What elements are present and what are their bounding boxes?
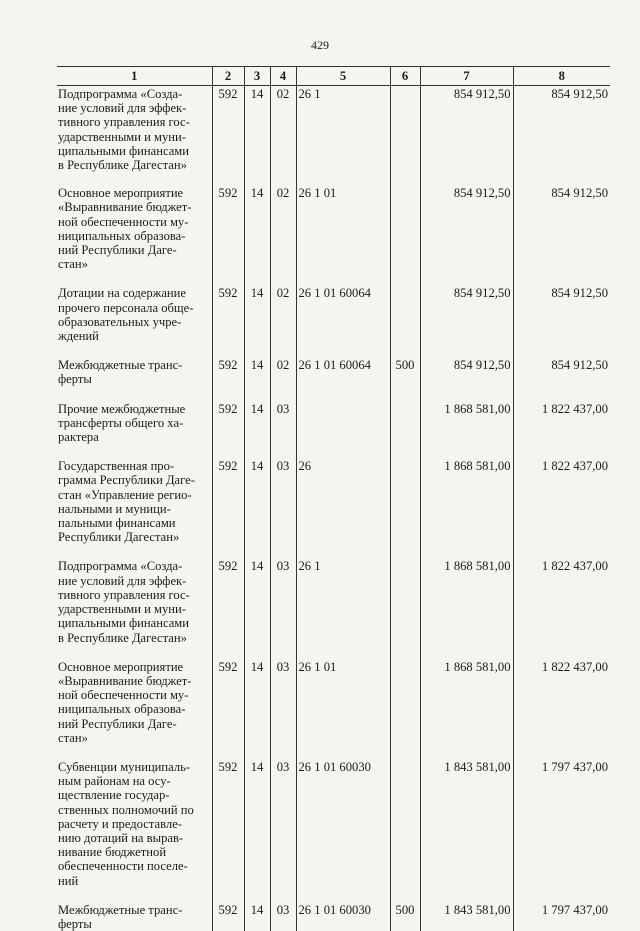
row-name-line: ферты (58, 372, 210, 386)
row-name-line: ние условий для эффек- (58, 101, 210, 115)
cell-col2: 592 (212, 760, 244, 903)
row-name (57, 559, 212, 659)
table-row (57, 459, 610, 559)
cell-col8: 1 822 437,00 (513, 660, 610, 760)
cell-col6 (390, 186, 420, 286)
cell-col4: 02 (270, 86, 296, 187)
row-name-line: ципальными финансами (58, 144, 210, 158)
row-name (57, 358, 212, 401)
row-name-line: стан» (58, 257, 210, 271)
cell-col2: 592 (212, 358, 244, 401)
row-name-line: прочего персонала обще- (58, 301, 210, 315)
column-header-5: 5 (296, 67, 390, 86)
table-body (57, 86, 610, 931)
cell-col8: 1 797 437,00 (513, 760, 610, 903)
cell-col5: 26 1 (296, 86, 390, 187)
cell-col2: 592 (212, 286, 244, 358)
row-name (57, 760, 212, 903)
cell-col5: 26 1 01 (296, 660, 390, 760)
column-header-3: 3 (244, 67, 270, 86)
row-name-line: ний Республики Даге- (58, 243, 210, 257)
cell-col8: 854 912,50 (513, 358, 610, 401)
cell-col4: 02 (270, 286, 296, 358)
row-name (57, 903, 212, 931)
cell-col4: 03 (270, 760, 296, 903)
cell-col3: 14 (244, 660, 270, 760)
table-row (57, 86, 610, 187)
cell-col4: 03 (270, 559, 296, 659)
row-name-line: обеспеченности поселе- (58, 859, 210, 873)
cell-col5: 26 1 01 60030 (296, 760, 390, 903)
row-name (57, 402, 212, 460)
cell-col6 (390, 86, 420, 187)
row-name-line: Государственная про- (58, 459, 210, 473)
cell-col5: 26 1 01 60064 (296, 286, 390, 358)
page-number: 429 (0, 38, 640, 53)
column-header-2: 2 (212, 67, 244, 86)
cell-col7: 1 868 581,00 (420, 402, 513, 460)
row-name-line: нальными и муници- (58, 502, 210, 516)
cell-col3: 14 (244, 186, 270, 286)
row-name (57, 86, 212, 187)
cell-col7: 854 912,50 (420, 86, 513, 187)
row-name-line: тивного управления гос- (58, 588, 210, 602)
cell-col7: 1 868 581,00 (420, 660, 513, 760)
row-name-line: ниципальных образова- (58, 229, 210, 243)
row-name-line: «Выравнивание бюджет- (58, 674, 210, 688)
cell-col7: 854 912,50 (420, 358, 513, 401)
cell-col2: 592 (212, 559, 244, 659)
cell-col3: 14 (244, 559, 270, 659)
column-header-4: 4 (270, 67, 296, 86)
row-name (57, 459, 212, 559)
cell-col4: 03 (270, 402, 296, 460)
column-header-7: 7 (420, 67, 513, 86)
cell-col4: 03 (270, 459, 296, 559)
budget-table (57, 66, 610, 931)
cell-col4: 02 (270, 358, 296, 401)
cell-col2: 592 (212, 903, 244, 931)
header-row (57, 67, 610, 86)
cell-col8: 1 822 437,00 (513, 402, 610, 460)
table-row (57, 760, 610, 903)
table-row (57, 286, 610, 358)
cell-col6 (390, 286, 420, 358)
column-header-8: 8 (513, 67, 610, 86)
cell-col2: 592 (212, 86, 244, 187)
cell-col5 (296, 402, 390, 460)
cell-col8: 1 822 437,00 (513, 459, 610, 559)
row-name-line: стан» (58, 731, 210, 745)
cell-col3: 14 (244, 286, 270, 358)
cell-col4: 03 (270, 903, 296, 931)
cell-col6 (390, 459, 420, 559)
cell-col8: 854 912,50 (513, 86, 610, 187)
cell-col3: 14 (244, 86, 270, 187)
row-name-line: тивного управления гос- (58, 115, 210, 129)
cell-col5: 26 1 (296, 559, 390, 659)
row-name-line: ным районам на осу- (58, 774, 210, 788)
table-row (57, 186, 610, 286)
row-name-line: рактера (58, 430, 210, 444)
cell-col6 (390, 559, 420, 659)
table-row (57, 660, 610, 760)
row-name-line: ферты (58, 917, 210, 931)
column-header-6: 6 (390, 67, 420, 86)
cell-col7: 1 843 581,00 (420, 760, 513, 903)
cell-col3: 14 (244, 402, 270, 460)
row-name-line: нию дотаций на вырав- (58, 831, 210, 845)
row-name-line: «Выравнивание бюджет- (58, 200, 210, 214)
row-name-line: трансферты общего ха- (58, 416, 210, 430)
cell-col7: 1 868 581,00 (420, 459, 513, 559)
cell-col2: 592 (212, 402, 244, 460)
cell-col3: 14 (244, 903, 270, 931)
row-name (57, 186, 212, 286)
row-name-line: нивание бюджетной (58, 845, 210, 859)
cell-col3: 14 (244, 459, 270, 559)
cell-col6 (390, 660, 420, 760)
cell-col6: 500 (390, 358, 420, 401)
cell-col8: 1 822 437,00 (513, 559, 610, 659)
row-name-line: пальными финансами (58, 516, 210, 530)
column-header-1: 1 (57, 67, 212, 86)
row-name-line: ударственными и муни- (58, 602, 210, 616)
row-name-line: ударственными и муни- (58, 130, 210, 144)
row-name-line: ние условий для эффек- (58, 574, 210, 588)
row-name-line: Дотации на содержание (58, 286, 210, 300)
row-name-line: в Республике Дагестан» (58, 631, 210, 645)
cell-col5: 26 (296, 459, 390, 559)
row-name (57, 286, 212, 358)
cell-col2: 592 (212, 186, 244, 286)
row-name-line: ний (58, 874, 210, 888)
row-name-line: Межбюджетные транс- (58, 903, 210, 917)
row-name-line: стан «Управление регио- (58, 488, 210, 502)
row-name-line: Основное мероприятие (58, 186, 210, 200)
row-name-line: Субвенции муниципаль- (58, 760, 210, 774)
row-name-line: Республики Дагестан» (58, 530, 210, 544)
cell-col8: 854 912,50 (513, 286, 610, 358)
cell-col7: 1 843 581,00 (420, 903, 513, 931)
cell-col5: 26 1 01 60030 (296, 903, 390, 931)
cell-col2: 592 (212, 660, 244, 760)
row-name-line: Основное мероприятие (58, 660, 210, 674)
table-row (57, 402, 610, 460)
cell-col2: 592 (212, 459, 244, 559)
row-name-line: ципальными финансами (58, 616, 210, 630)
row-name-line: Подпрограмма «Созда- (58, 87, 210, 101)
row-name-line: грамма Республики Даге- (58, 473, 210, 487)
row-name-line: Подпрограмма «Созда- (58, 559, 210, 573)
row-name-line: образовательных учре- (58, 315, 210, 329)
cell-col7: 1 868 581,00 (420, 559, 513, 659)
table-row (57, 358, 610, 401)
row-name (57, 660, 212, 760)
cell-col3: 14 (244, 358, 270, 401)
row-name-line: в Республике Дагестан» (58, 158, 210, 172)
cell-col6: 500 (390, 903, 420, 931)
row-name-line: Межбюджетные транс- (58, 358, 210, 372)
cell-col4: 02 (270, 186, 296, 286)
cell-col6 (390, 402, 420, 460)
cell-col4: 03 (270, 660, 296, 760)
cell-col7: 854 912,50 (420, 186, 513, 286)
cell-col5: 26 1 01 (296, 186, 390, 286)
row-name-line: ниципальных образова- (58, 702, 210, 716)
row-name-line: ной обеспеченности му- (58, 688, 210, 702)
cell-col8: 854 912,50 (513, 186, 610, 286)
cell-col6 (390, 760, 420, 903)
row-name-line: ной обеспеченности му- (58, 215, 210, 229)
row-name-line: Прочие межбюджетные (58, 402, 210, 416)
row-name-line: расчету и предоставле- (58, 817, 210, 831)
row-name-line: ственных полномочий по (58, 803, 210, 817)
cell-col3: 14 (244, 760, 270, 903)
cell-col8: 1 797 437,00 (513, 903, 610, 931)
row-name-line: ждений (58, 329, 210, 343)
table-row (57, 903, 610, 931)
cell-col7: 854 912,50 (420, 286, 513, 358)
cell-col5: 26 1 01 60064 (296, 358, 390, 401)
row-name-line: ний Республики Даге- (58, 717, 210, 731)
row-name-line: ществление государ- (58, 788, 210, 802)
table-row (57, 559, 610, 659)
